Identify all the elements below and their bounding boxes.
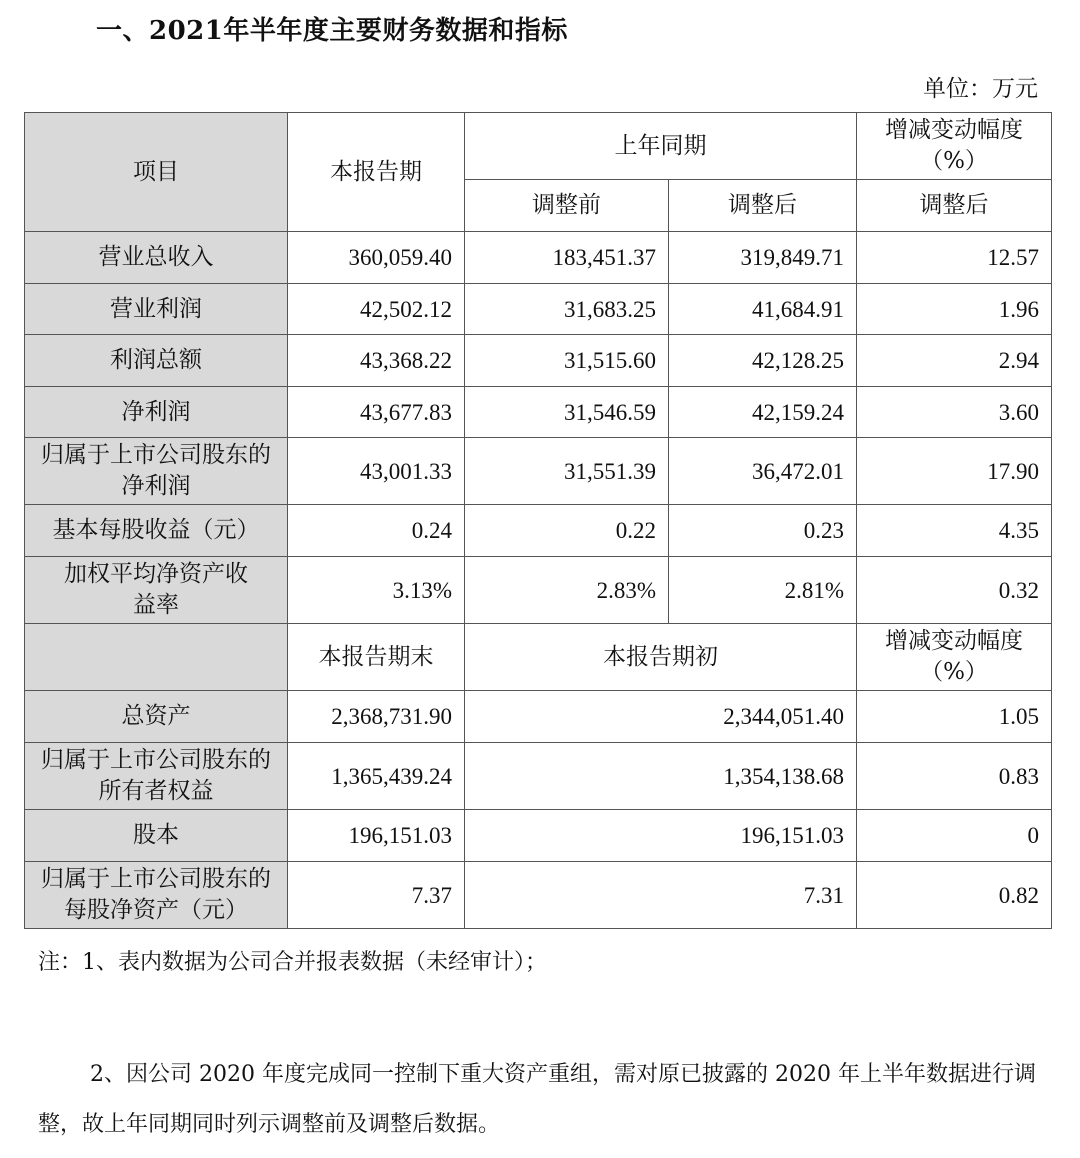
header-before-adjustment: 调整前 [465,180,669,232]
cell-after: 0.23 [669,505,857,557]
cell-after: 319,849.71 [669,232,857,284]
cell-after: 36,472.01 [669,438,857,505]
cell-current: 43,001.33 [288,438,465,505]
cell-before: 31,515.60 [465,335,669,387]
table-row [25,438,1052,505]
cell-before: 31,546.59 [465,387,669,438]
note-1: 注：1、表内数据为公司合并报表数据（未经审计）； [38,950,547,975]
cell-period-end: 7.37 [288,862,465,929]
row-label: 净利润 [25,387,288,438]
table-row [25,557,1052,624]
cell-change: 1.05 [857,691,1052,743]
cell-change: 0.83 [857,743,1052,810]
row-label: 归属于上市公司股东的净利润 [25,438,288,505]
cell-change: 1.96 [857,284,1052,335]
cell-before: 183,451.37 [465,232,669,284]
header-after-adjustment: 调整后 [669,180,857,232]
header-change: 增减变动幅度（%） [857,113,1052,180]
table-row [25,232,1052,284]
cell-current: 42,502.12 [288,284,465,335]
cell-after: 42,128.25 [669,335,857,387]
table-header-row [25,113,1052,180]
note-2: 2、因公司 2020 年度完成同一控制下重大资产重组，需对原已披露的 2020 年上半年数据进行调整，故上年同期同时列示调整前及调整后数据。 [38,1062,1036,1137]
header-item: 项目 [25,113,288,232]
cell-after: 41,684.91 [669,284,857,335]
cell-current: 0.24 [288,505,465,557]
cell-change: 12.57 [857,232,1052,284]
cell-period-begin: 1,354,138.68 [465,743,857,810]
table-row [25,862,1052,929]
table-row [25,743,1052,810]
cell-before: 31,683.25 [465,284,669,335]
header-current-period: 本报告期 [288,113,465,232]
header-balance-change: 增减变动幅度（%） [857,624,1052,691]
header-prior-period: 上年同期 [465,113,857,180]
balance-header-row [25,624,1052,691]
table-row [25,284,1052,335]
row-label: 营业利润 [25,284,288,335]
row-label: 基本每股收益（元） [25,505,288,557]
cell-period-end: 196,151.03 [288,810,465,862]
cell-change: 0 [857,810,1052,862]
balance-header-blank [25,624,288,691]
row-label: 利润总额 [25,335,288,387]
cell-before: 2.83% [465,557,669,624]
cell-current: 43,368.22 [288,335,465,387]
table-row [25,505,1052,557]
cell-change: 0.82 [857,862,1052,929]
row-label: 加权平均净资产收益率 [25,557,288,624]
cell-before: 0.22 [465,505,669,557]
cell-after: 42,159.24 [669,387,857,438]
header-change-after-adjustment: 调整后 [857,180,1052,232]
header-period-begin: 本报告期初 [465,624,857,691]
cell-period-begin: 196,151.03 [465,810,857,862]
header-period-end: 本报告期末 [288,624,465,691]
cell-current: 43,677.83 [288,387,465,438]
cell-change: 3.60 [857,387,1052,438]
section-heading: 一、2021年半年度主要财务数据和指标 [96,16,568,46]
table-row [25,810,1052,862]
row-label: 营业总收入 [25,232,288,284]
cell-period-begin: 2,344,051.40 [465,691,857,743]
cell-current: 3.13% [288,557,465,624]
cell-period-begin: 7.31 [465,862,857,929]
row-label: 总资产 [25,691,288,743]
cell-period-end: 2,368,731.90 [288,691,465,743]
unit-label: 单位：万元 [923,76,1038,102]
cell-period-end: 1,365,439.24 [288,743,465,810]
cell-after: 2.81% [669,557,857,624]
table-row [25,335,1052,387]
cell-change: 0.32 [857,557,1052,624]
table-row [25,691,1052,743]
cell-current: 360,059.40 [288,232,465,284]
cell-change: 17.90 [857,438,1052,505]
financial-data-table [24,112,1052,929]
row-label: 股本 [25,810,288,862]
cell-before: 31,551.39 [465,438,669,505]
row-label: 归属于上市公司股东的所有者权益 [25,743,288,810]
cell-change: 2.94 [857,335,1052,387]
table-row [25,387,1052,438]
cell-change: 4.35 [857,505,1052,557]
row-label: 归属于上市公司股东的每股净资产（元） [25,862,288,929]
